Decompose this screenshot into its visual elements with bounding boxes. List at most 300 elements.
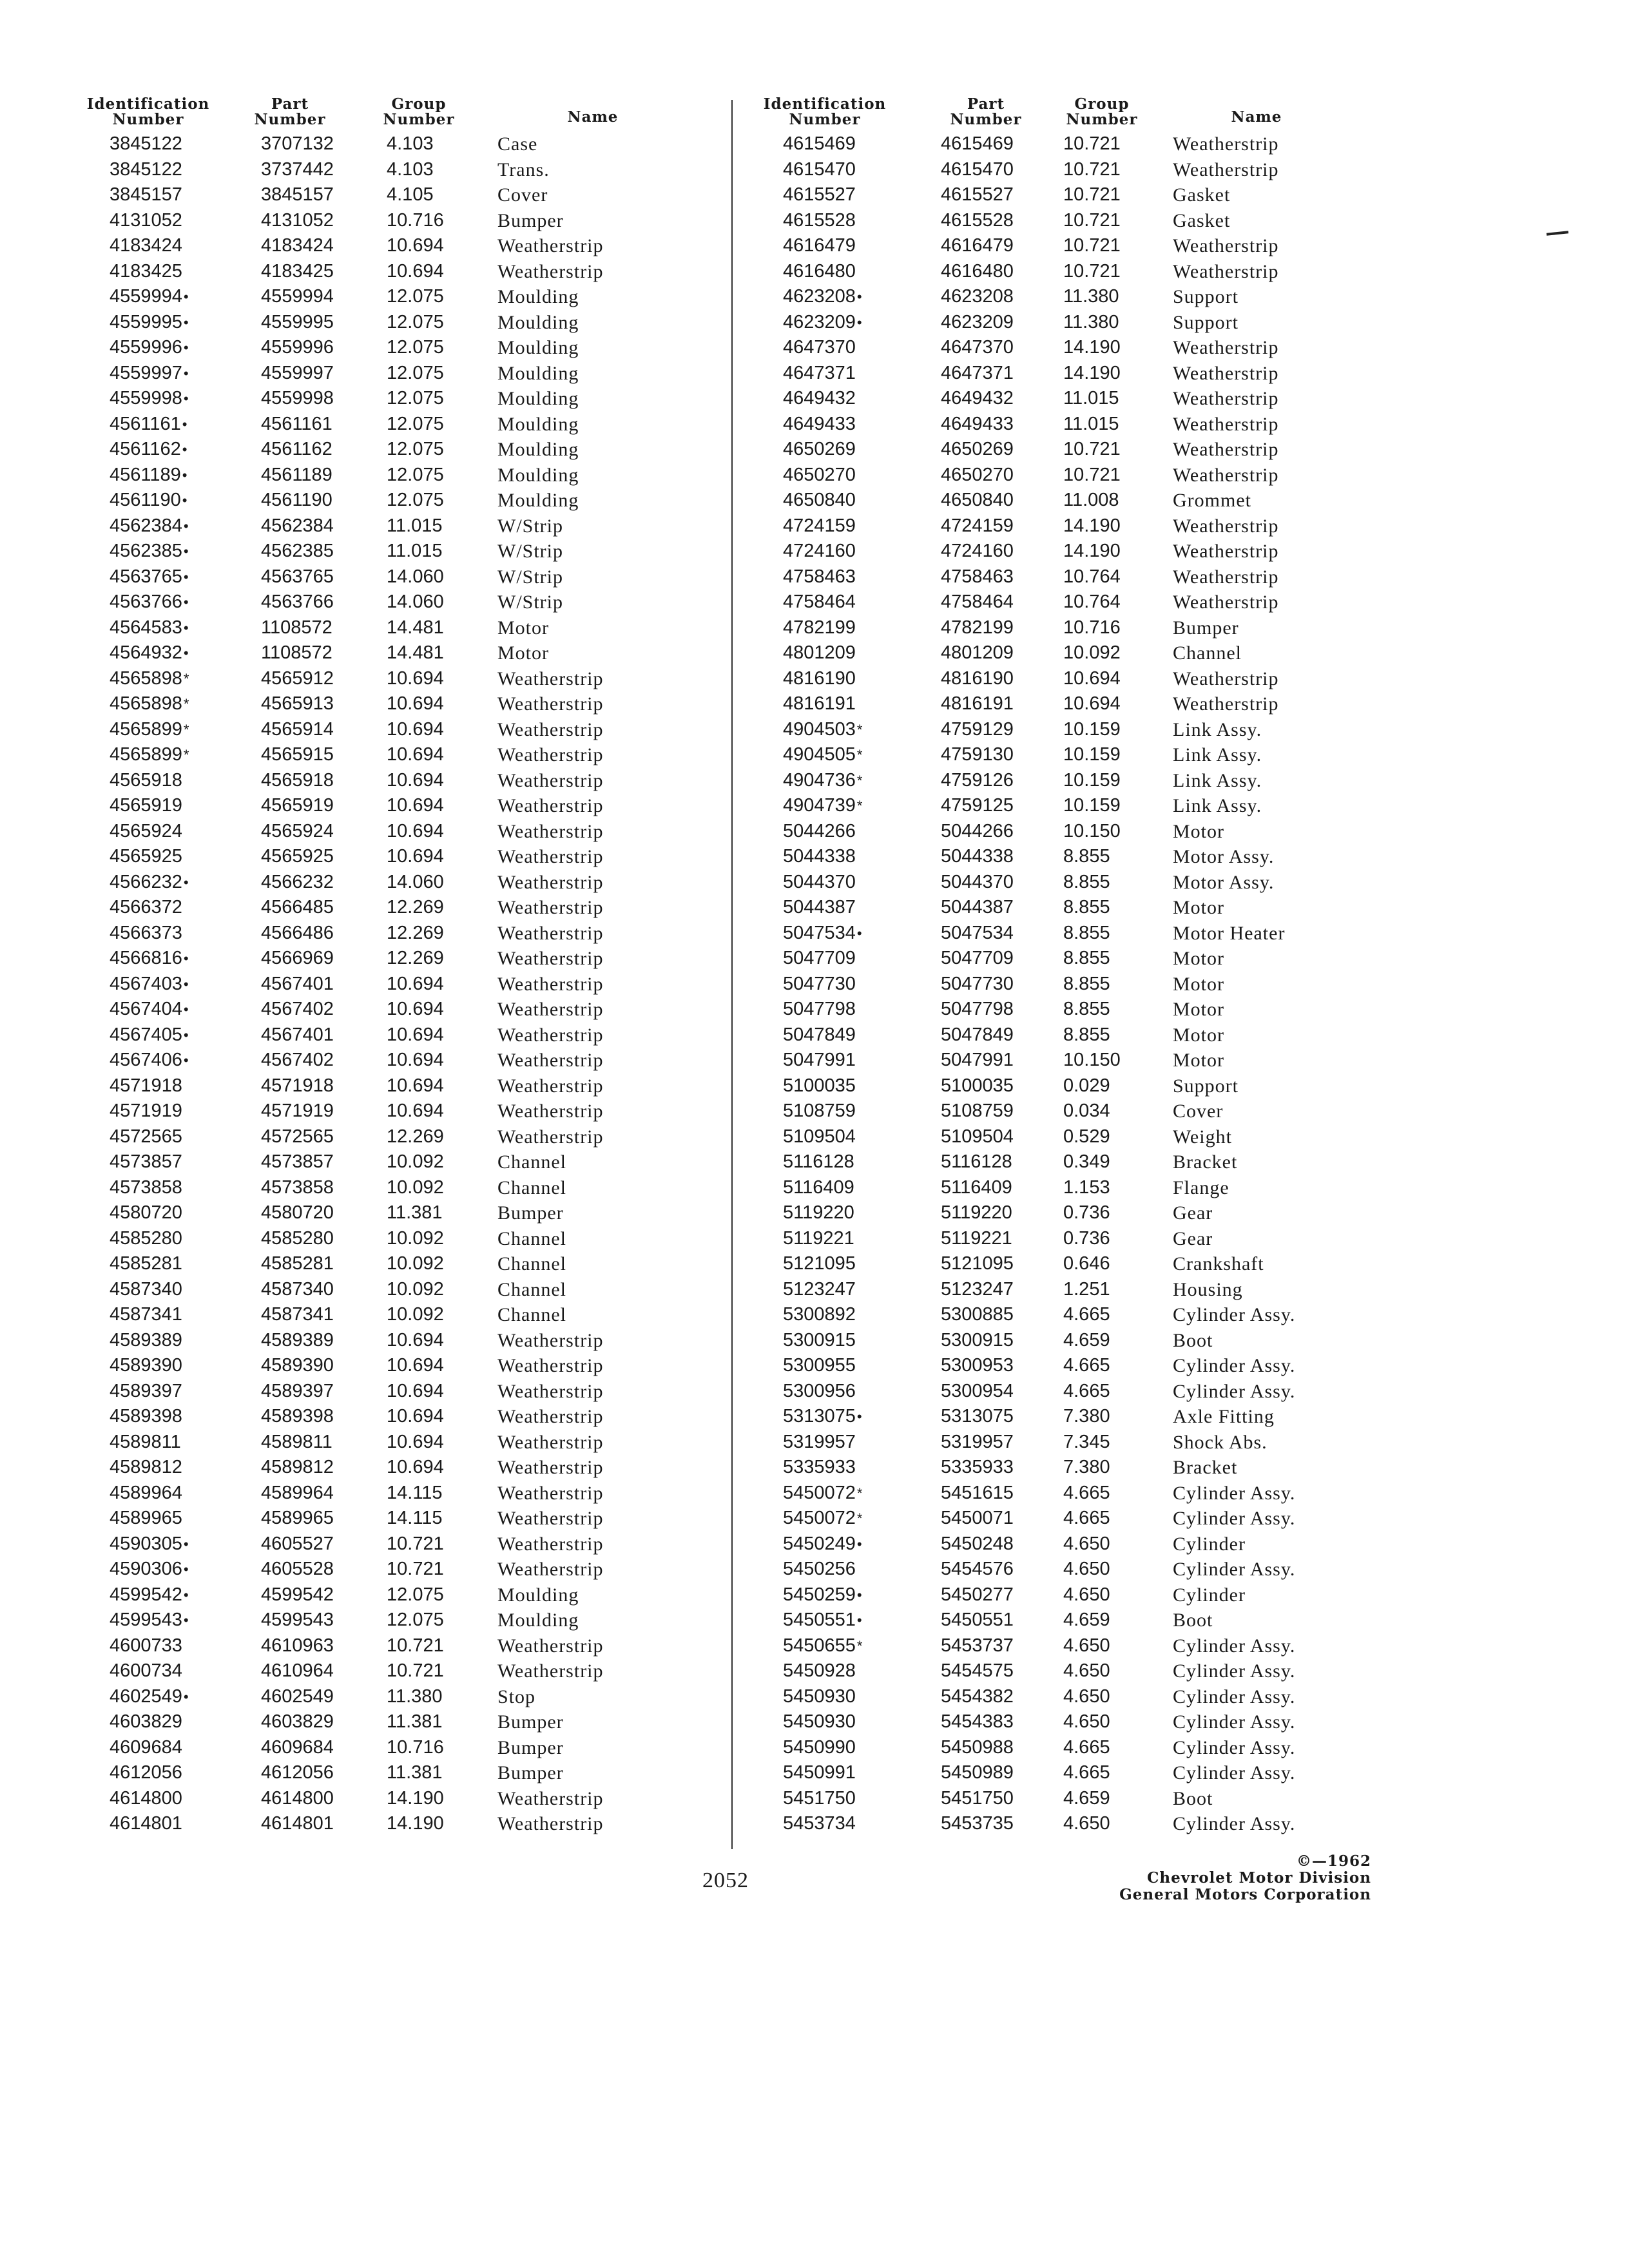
footnote-mark: •: [183, 874, 189, 890]
part-number-cell: 1108572: [261, 617, 333, 638]
part-number-cell: 4567402: [261, 999, 334, 1019]
part-name-cell: Trans.: [497, 159, 550, 180]
table-row: [754, 844, 1392, 870]
footnote-mark: •: [183, 1001, 189, 1017]
identification-number-cell: 5047730: [783, 973, 856, 994]
part-name-cell: Weatherstrip: [497, 1075, 604, 1097]
part-number-cell: 5119220: [941, 1202, 1012, 1223]
table-row: [754, 259, 1392, 285]
part-number-cell: 3707132: [261, 133, 334, 154]
group-number-cell: 10.694: [387, 1406, 444, 1427]
part-name-cell: Cylinder Assy.: [1173, 1380, 1296, 1402]
part-number-cell: 4612056: [261, 1762, 334, 1783]
group-number-cell: 4.105: [387, 184, 434, 205]
part-number-cell: 5300915: [941, 1329, 1014, 1350]
table-row: [754, 742, 1392, 768]
table-row: [754, 1149, 1392, 1175]
table-row: [754, 157, 1392, 183]
part-name-cell: Weatherstrip: [1173, 515, 1279, 537]
table-row: [77, 946, 657, 972]
identification-number-cell: 4602549 •: [110, 1684, 182, 1710]
identification-number-cell: 5300955: [783, 1355, 856, 1376]
table-row: [77, 1023, 657, 1048]
group-number-cell: 10.694: [387, 1329, 444, 1350]
page-number: 2052: [702, 1869, 749, 1892]
part-number-cell: 3737442: [261, 159, 334, 180]
group-number-cell: 8.855: [1063, 871, 1110, 892]
part-name-cell: Motor: [497, 642, 549, 664]
group-number-cell: 10.092: [387, 1151, 444, 1172]
identification-number-cell: 4565898 *: [110, 666, 182, 692]
identification-number-cell: 4615470: [783, 159, 856, 180]
part-number-cell: 5319957: [941, 1431, 1014, 1452]
identification-number-cell: 4724159: [783, 515, 856, 536]
group-number-cell: 10.721: [1063, 235, 1121, 256]
group-number-cell: 1.251: [1063, 1278, 1110, 1300]
part-name-cell: W/Strip: [497, 591, 563, 613]
part-name-cell: Moulding: [497, 362, 579, 384]
identification-number-cell: 4649433: [783, 413, 856, 434]
identification-number-cell: 4563766 •: [110, 590, 182, 615]
group-number-cell: 11.381: [387, 1762, 443, 1783]
group-number-cell: 4.650: [1063, 1711, 1110, 1732]
part-name-cell: Cylinder Assy.: [1173, 1559, 1296, 1580]
group-number-cell: 4.103: [387, 133, 434, 154]
header-group-number: Group Number: [1066, 95, 1138, 128]
part-name-cell: Moulding: [497, 439, 579, 460]
group-number-cell: 4.665: [1063, 1482, 1110, 1503]
table-row: [77, 284, 657, 310]
table-row: [754, 437, 1392, 463]
part-name-cell: Weatherstrip: [1173, 362, 1279, 384]
group-number-cell: 10.150: [1063, 820, 1121, 841]
table-row: [754, 310, 1392, 336]
part-name-cell: Weatherstrip: [497, 1380, 604, 1402]
group-number-cell: 10.092: [387, 1253, 444, 1274]
group-number-cell: 10.092: [387, 1227, 444, 1249]
table-row: [754, 564, 1392, 590]
table-row: [754, 1099, 1392, 1124]
part-name-cell: Link Assy.: [1173, 744, 1262, 765]
copyright-year: ©—1962: [1296, 1852, 1371, 1870]
footnote-mark: *: [856, 1485, 863, 1501]
table-row: [77, 208, 657, 234]
footnote-mark: •: [183, 1026, 189, 1043]
part-number-cell: 5047709: [941, 948, 1014, 968]
part-number-cell: 4647370: [941, 337, 1014, 358]
group-number-cell: 4.665: [1063, 1736, 1110, 1758]
part-number-cell: 4589390: [261, 1355, 334, 1376]
part-name-cell: Motor Assy.: [1173, 846, 1275, 867]
identification-number-cell: 5450930: [783, 1711, 856, 1732]
table-row: [754, 1811, 1392, 1837]
part-name-cell: Cylinder Assy.: [1173, 1736, 1296, 1758]
table-row: [77, 1430, 657, 1456]
group-number-cell: 4.659: [1063, 1329, 1110, 1350]
table-row: [77, 310, 657, 336]
part-name-cell: Weatherstrip: [1173, 159, 1279, 180]
part-name-cell: Weight: [1173, 1126, 1232, 1148]
table-row: [77, 1328, 657, 1354]
part-number-cell: 4183424: [261, 235, 334, 256]
group-number-cell: 14.115: [387, 1508, 443, 1528]
part-number-cell: 5450248: [941, 1533, 1014, 1554]
identification-number-cell: 4614801: [110, 1813, 182, 1834]
footnote-mark: •: [183, 1052, 189, 1068]
part-name-cell: Support: [1173, 311, 1239, 333]
part-name-cell: Weatherstrip: [497, 1406, 604, 1427]
publisher-line-1: Chevrolet Motor Division: [1147, 1869, 1371, 1887]
part-number-cell: 4559995: [261, 311, 334, 332]
part-number-cell: 4759126: [941, 769, 1014, 791]
table-row: [77, 615, 657, 641]
group-number-cell: 12.075: [387, 286, 444, 307]
group-number-cell: 10.694: [387, 235, 444, 256]
identification-number-cell: 4566372: [110, 897, 182, 918]
identification-number-cell: 4561189 •: [110, 463, 181, 488]
group-number-cell: 10.694: [387, 744, 444, 765]
group-number-cell: 10.716: [1063, 617, 1121, 638]
part-number-cell: 4563766: [261, 591, 334, 612]
table-row: [77, 1506, 657, 1532]
identification-number-cell: 4590306 •: [110, 1557, 182, 1582]
group-number-cell: 12.075: [387, 388, 444, 408]
table-row: [77, 793, 657, 819]
table-row: [754, 640, 1392, 666]
table-row: [754, 208, 1392, 234]
part-name-cell: Cylinder Assy.: [1173, 1711, 1296, 1733]
group-number-cell: 10.092: [387, 1278, 444, 1300]
part-name-cell: Weatherstrip: [497, 1635, 604, 1657]
group-number-cell: 4.650: [1063, 1686, 1110, 1707]
identification-number-cell: 4183424: [110, 235, 182, 256]
part-name-cell: Weatherstrip: [497, 1508, 604, 1529]
group-number-cell: 10.092: [387, 1304, 444, 1325]
part-number-cell: 4609684: [261, 1736, 334, 1758]
group-number-cell: 4.659: [1063, 1787, 1110, 1809]
group-number-cell: 12.269: [387, 1126, 444, 1147]
identification-number-cell: 4816190: [783, 668, 856, 689]
part-name-cell: Weatherstrip: [1173, 566, 1279, 588]
part-number-cell: 4589389: [261, 1329, 334, 1350]
part-number-cell: 5450988: [941, 1736, 1014, 1758]
table-row: [754, 717, 1392, 743]
footnote-mark: •: [183, 517, 189, 534]
part-number-cell: 5044370: [941, 871, 1014, 892]
part-number-cell: 4565925: [261, 846, 334, 867]
table-row: [77, 1226, 657, 1252]
table-row: [754, 870, 1392, 896]
part-name-cell: Boot: [1173, 1329, 1213, 1351]
group-number-cell: 4.665: [1063, 1304, 1110, 1325]
part-number-cell: 4650270: [941, 464, 1014, 485]
table-row: [77, 1455, 657, 1481]
footnote-mark: •: [182, 441, 188, 457]
group-number-cell: 12.269: [387, 948, 444, 968]
footnote-mark: •: [183, 1612, 189, 1628]
part-number-cell: 4758463: [941, 566, 1014, 587]
table-row: [77, 564, 657, 590]
identification-number-cell: 4615469: [783, 133, 856, 154]
part-number-cell: 4615470: [941, 159, 1014, 180]
group-number-cell: 10.694: [387, 1431, 444, 1452]
part-number-cell: 5047798: [941, 999, 1014, 1019]
group-number-cell: 10.694: [387, 1380, 444, 1401]
part-name-cell: Support: [1173, 1075, 1239, 1097]
group-number-cell: 14.060: [387, 566, 444, 587]
identification-number-cell: 5116409: [783, 1177, 854, 1198]
group-number-cell: 14.115: [387, 1482, 443, 1503]
part-name-cell: Motor: [1173, 897, 1224, 918]
footnote-mark: •: [183, 365, 189, 381]
identification-number-cell: 4600734: [110, 1660, 182, 1681]
part-number-cell: 4647371: [941, 362, 1014, 383]
part-number-cell: 4565914: [261, 718, 334, 740]
table-row: [754, 1658, 1392, 1684]
part-name-cell: Cover: [1173, 1100, 1224, 1122]
table-row: [754, 1709, 1392, 1735]
part-name-cell: Motor: [1173, 1050, 1224, 1071]
table-row: [754, 1455, 1392, 1481]
group-number-cell: 4.650: [1063, 1559, 1110, 1579]
group-number-cell: 10.092: [387, 1177, 444, 1198]
table-row: [754, 1557, 1392, 1582]
part-name-cell: Weatherstrip: [497, 1329, 604, 1351]
table-row: [754, 1302, 1392, 1328]
footnote-mark: •: [856, 1408, 862, 1425]
part-name-cell: Weatherstrip: [497, 1787, 604, 1809]
table-row: [754, 386, 1392, 412]
table-row: [754, 361, 1392, 387]
part-name-cell: Weatherstrip: [497, 871, 604, 893]
part-name-cell: Moulding: [497, 337, 579, 358]
table-row: [77, 1175, 657, 1201]
part-number-cell: 4567402: [261, 1050, 334, 1070]
table-row: [77, 768, 657, 794]
footnote-mark: *: [183, 721, 189, 738]
part-number-cell: 4605527: [261, 1533, 334, 1554]
identification-number-cell: 4183425: [110, 260, 182, 282]
group-number-cell: 8.855: [1063, 1024, 1110, 1045]
group-number-cell: 10.150: [1063, 1050, 1121, 1070]
part-number-cell: 4615469: [941, 133, 1014, 154]
identification-number-cell: 4587340: [110, 1278, 182, 1300]
part-number-cell: 4561161: [261, 413, 333, 434]
part-number-cell: 4561162: [261, 439, 333, 459]
part-name-cell: Link Assy.: [1173, 769, 1262, 791]
part-name-cell: Weatherstrip: [1173, 337, 1279, 358]
table-body-left: [77, 131, 657, 1837]
header-name: Name: [1231, 108, 1282, 126]
identification-number-cell: 5450991: [783, 1762, 856, 1783]
part-name-cell: Flange: [1173, 1177, 1229, 1198]
identification-number-cell: 5047798: [783, 999, 856, 1019]
identification-number-cell: 5450551 •: [783, 1608, 856, 1633]
identification-number-cell: 4559998 •: [110, 386, 182, 412]
table-row: [77, 590, 657, 615]
footnote-mark: •: [183, 1688, 189, 1705]
part-number-cell: 4587340: [261, 1278, 334, 1300]
table-row: [77, 1709, 657, 1735]
table-row: [754, 1582, 1392, 1608]
part-number-cell: 5047991: [941, 1050, 1014, 1070]
identification-number-cell: 5047849: [783, 1024, 856, 1045]
table-row: [754, 1786, 1392, 1812]
table-row: [754, 412, 1392, 437]
identification-number-cell: 5450072 *: [783, 1506, 856, 1532]
part-name-cell: Cylinder Assy.: [1173, 1635, 1296, 1657]
group-number-cell: 10.721: [1063, 439, 1121, 459]
part-number-cell: 4615528: [941, 209, 1014, 231]
table-row: [77, 1582, 657, 1608]
part-number-cell: 5300954: [941, 1380, 1014, 1401]
table-row: [754, 1023, 1392, 1048]
identification-number-cell: 3845122: [110, 133, 182, 154]
identification-number-cell: 5319957: [783, 1431, 856, 1452]
part-name-cell: Grommet: [1173, 490, 1251, 511]
group-number-cell: 11.381: [387, 1711, 443, 1732]
table-row: [77, 182, 657, 208]
part-name-cell: Weatherstrip: [497, 897, 604, 918]
table-row: [754, 819, 1392, 845]
footnote-mark: •: [183, 975, 189, 992]
group-number-cell: 10.694: [387, 1024, 444, 1045]
group-number-cell: 10.721: [1063, 133, 1121, 154]
part-number-cell: 5450277: [941, 1584, 1014, 1605]
part-name-cell: Channel: [497, 1278, 566, 1300]
part-number-cell: 4565918: [261, 769, 334, 791]
footnote-mark: •: [182, 466, 188, 483]
part-number-cell: 5454383: [941, 1711, 1014, 1732]
group-number-cell: 10.716: [387, 1736, 444, 1758]
identification-number-cell: 4647371: [783, 362, 856, 383]
column-divider: [731, 100, 733, 1849]
part-name-cell: Gear: [1173, 1227, 1213, 1249]
group-number-cell: 14.190: [1063, 362, 1121, 383]
part-name-cell: Weatherstrip: [497, 1024, 604, 1046]
group-number-cell: 11.008: [1063, 490, 1119, 510]
table-row: [77, 691, 657, 717]
part-number-cell: 4589812: [261, 1457, 334, 1477]
part-number-cell: 4559998: [261, 388, 334, 408]
part-name-cell: Weatherstrip: [1173, 693, 1279, 715]
identification-number-cell: 4564932 •: [110, 640, 182, 666]
table-row: [754, 666, 1392, 692]
table-row: [77, 1277, 657, 1303]
group-number-cell: 10.694: [387, 769, 444, 791]
part-number-cell: 4589964: [261, 1482, 334, 1503]
part-name-cell: Weatherstrip: [497, 973, 604, 995]
group-number-cell: 4.650: [1063, 1660, 1110, 1681]
group-number-cell: 10.721: [1063, 260, 1121, 282]
table-row: [77, 1073, 657, 1099]
part-number-cell: 4559996: [261, 337, 334, 358]
identification-number-cell: 5123247: [783, 1278, 856, 1300]
identification-number-cell: 4589398: [110, 1406, 182, 1427]
identification-number-cell: 4758463: [783, 566, 856, 587]
scan-mark: [1547, 231, 1568, 236]
group-number-cell: 10.721: [1063, 159, 1121, 180]
identification-number-cell: 4589397: [110, 1380, 182, 1401]
part-name-cell: Cylinder: [1173, 1584, 1246, 1606]
group-number-cell: 10.721: [1063, 184, 1121, 205]
table-row: [77, 1735, 657, 1761]
table-row: [77, 895, 657, 921]
part-name-cell: Cylinder Assy.: [1173, 1482, 1296, 1504]
part-name-cell: Moulding: [497, 464, 579, 486]
parts-table-left: [77, 97, 657, 1837]
copyright-footer: [1119, 1853, 1371, 1903]
part-name-cell: Weatherstrip: [497, 820, 604, 842]
group-number-cell: 10.159: [1063, 744, 1121, 765]
identification-number-cell: 4801209: [783, 642, 856, 663]
table-row: [754, 1481, 1392, 1506]
part-number-cell: 4585281: [261, 1253, 334, 1274]
group-number-cell: 10.159: [1063, 718, 1121, 740]
header-identification-number: Identification Number: [763, 95, 887, 128]
group-number-cell: 12.075: [387, 337, 444, 358]
part-name-cell: Boot: [1173, 1787, 1213, 1809]
table-row: [77, 412, 657, 437]
table-row: [754, 1684, 1392, 1710]
part-number-cell: 4565915: [261, 744, 334, 765]
identification-number-cell: 4565924: [110, 820, 182, 841]
part-name-cell: Weatherstrip: [497, 1660, 604, 1682]
group-number-cell: 11.380: [1063, 286, 1119, 307]
publisher-line-2: General Motors Corporation: [1119, 1886, 1371, 1903]
group-number-cell: 8.855: [1063, 999, 1110, 1019]
identification-number-cell: 4612056: [110, 1762, 182, 1783]
table-row: [77, 1658, 657, 1684]
group-number-cell: 10.694: [387, 795, 444, 816]
part-name-cell: Motor: [497, 617, 549, 639]
part-name-cell: Weatherstrip: [497, 922, 604, 944]
identification-number-cell: 5121095: [783, 1253, 856, 1274]
identification-number-cell: 4566373: [110, 922, 182, 943]
part-number-cell: 4565912: [261, 668, 334, 689]
part-name-cell: Bumper: [1173, 617, 1239, 639]
part-number-cell: 4559994: [261, 286, 334, 307]
part-name-cell: Weatherstrip: [497, 1100, 604, 1122]
group-number-cell: 0.736: [1063, 1202, 1110, 1223]
part-number-cell: 4759130: [941, 744, 1014, 765]
identification-number-cell: 4565918: [110, 769, 182, 791]
part-number-cell: 4650269: [941, 439, 1014, 459]
identification-number-cell: 4724160: [783, 541, 856, 561]
part-name-cell: Weatherstrip: [1173, 541, 1279, 562]
group-number-cell: 11.015: [387, 515, 443, 536]
identification-number-cell: 5116128: [783, 1151, 854, 1172]
table-row: [77, 437, 657, 463]
part-number-cell: 5044338: [941, 846, 1014, 867]
part-number-cell: 5451750: [941, 1787, 1014, 1809]
identification-number-cell: 4589390: [110, 1355, 182, 1376]
table-row: [754, 1633, 1392, 1659]
part-name-cell: Motor: [1173, 973, 1224, 995]
table-row: [77, 1633, 657, 1659]
group-number-cell: 4.659: [1063, 1610, 1110, 1630]
table-row: [77, 1811, 657, 1837]
part-number-cell: 4759129: [941, 718, 1014, 740]
group-number-cell: 10.721: [387, 1635, 444, 1656]
group-number-cell: 10.694: [387, 1457, 444, 1477]
header-part-number: Part Number: [950, 95, 1022, 128]
group-number-cell: 0.029: [1063, 1075, 1110, 1096]
part-name-cell: W/Strip: [497, 515, 563, 537]
table-row: [77, 1200, 657, 1226]
footnote-mark: •: [856, 289, 862, 305]
group-number-cell: 12.075: [387, 464, 444, 485]
